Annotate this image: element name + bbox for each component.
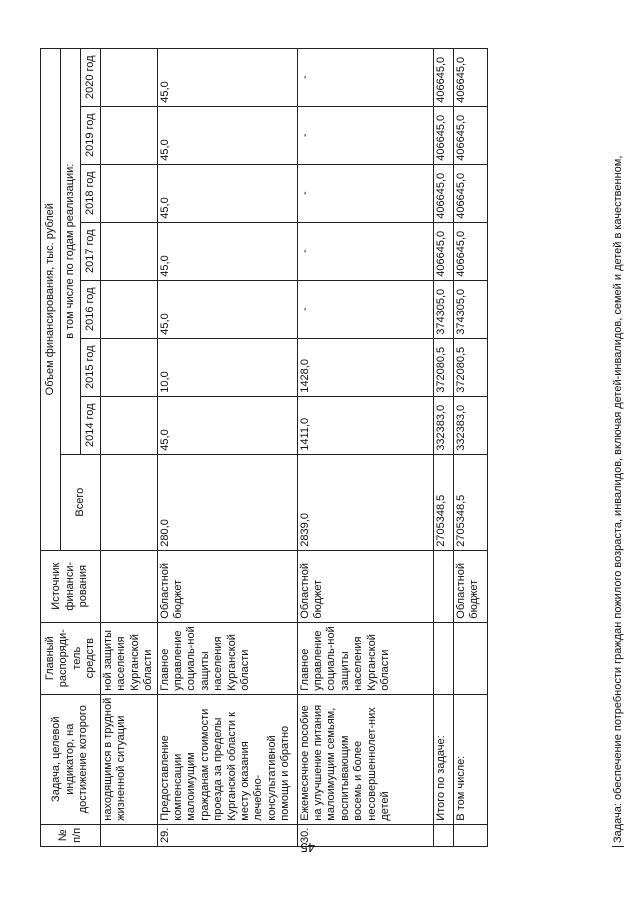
row-source: Областной бюджет <box>297 550 433 622</box>
header-task: Задача, целевой индикатор, на достижение которого <box>41 694 101 824</box>
row-num: 30. <box>297 824 433 846</box>
header-total: Всего <box>61 454 101 550</box>
row-year-value: 406645,0 <box>433 222 453 280</box>
row-total: 2705348,5 <box>433 454 453 550</box>
row-year-value: 45,0 <box>157 280 297 338</box>
header-year: 2014 год <box>81 396 101 454</box>
row-year-value <box>101 280 158 338</box>
header-volume: Объем финансирования, тыс. рублей <box>41 48 61 550</box>
row-executor <box>453 622 487 694</box>
row-total: 280,0 <box>157 454 297 550</box>
row-year-value: 1428,0 <box>297 338 433 396</box>
header-year: 2015 год <box>81 338 101 396</box>
row-year-value: 406645,0 <box>433 106 453 164</box>
row-year-value <box>101 222 158 280</box>
table-row <box>297 48 433 846</box>
row-year-value <box>101 106 158 164</box>
row-executor: Главное управление социаль-ной защиты населения Курганской области <box>157 622 297 694</box>
header-year: 2018 год <box>81 164 101 222</box>
header-by-years: в том числе по годам реализации: <box>61 48 81 454</box>
row-executor: ной защиты населения Курганской области <box>101 622 158 694</box>
row-year-value: - <box>297 280 433 338</box>
header-source: Источник финанси-рования <box>41 550 101 622</box>
row-year-value: 332383,0 <box>453 396 487 454</box>
table-row <box>101 48 158 846</box>
row-num <box>101 824 158 846</box>
row-year-value: 372080,5 <box>453 338 487 396</box>
row-year-value: 45,0 <box>157 106 297 164</box>
row-source: Областной бюджет <box>157 550 297 622</box>
row-year-value: 45,0 <box>157 396 297 454</box>
row-year-value: 406645,0 <box>453 48 487 106</box>
row-year-value: - <box>297 164 433 222</box>
row-year-value: 332383,0 <box>433 396 453 454</box>
header-year: 2019 год <box>81 106 101 164</box>
row-total <box>101 454 158 550</box>
financing-table <box>40 48 488 847</box>
row-year-value <box>101 164 158 222</box>
row-total: 2839,0 <box>297 454 433 550</box>
row-year-value <box>101 48 158 106</box>
table-row <box>453 48 487 846</box>
row-year-value: 406645,0 <box>433 164 453 222</box>
row-year-value <box>101 338 158 396</box>
row-task: находящимся в трудной жизненной ситуации <box>101 694 158 824</box>
row-source <box>433 550 453 622</box>
row-year-value: 406645,0 <box>453 164 487 222</box>
table-row <box>433 48 453 846</box>
row-year-value: 45,0 <box>157 164 297 222</box>
row-year-value: 372080,5 <box>433 338 453 396</box>
row-task: Итого по задаче: <box>433 694 453 824</box>
row-year-value <box>101 396 158 454</box>
row-year-value: - <box>297 106 433 164</box>
header-num: № п/п <box>41 824 101 846</box>
row-year-value: 1411,0 <box>297 396 433 454</box>
header-year: 2017 год <box>81 222 101 280</box>
row-source: Областной бюджет <box>453 550 487 622</box>
row-num: 29. <box>157 824 297 846</box>
header-year: 2016 год <box>81 280 101 338</box>
table-row <box>157 48 297 846</box>
header-executor: Главный распоряди-тель средств <box>41 622 101 694</box>
row-year-value: 374305,0 <box>453 280 487 338</box>
row-year-value: 406645,0 <box>453 106 487 164</box>
row-executor <box>433 622 453 694</box>
row-year-value: 45,0 <box>157 222 297 280</box>
row-year-value: - <box>297 48 433 106</box>
row-year-value: 45,0 <box>157 48 297 106</box>
header-year: 2020 год <box>81 48 101 106</box>
row-task: В том числе: <box>453 694 487 824</box>
row-source <box>101 550 158 622</box>
row-num <box>453 824 487 846</box>
row-year-value: 374305,0 <box>433 280 453 338</box>
row-year-value: 406645,0 <box>433 48 453 106</box>
row-executor: Главное управление социаль-ной защиты населения Курганской области <box>297 622 433 694</box>
row-total: 2705348,5 <box>453 454 487 550</box>
row-task: Предоставление компенсации малоимущим гражданам стоимости проезда за пределы Курганской области к месту оказания лечебно-консультативной помощи и обратно <box>157 694 297 824</box>
footer-task-text: Задача: обеспечение потребности граждан пожилого возраста, инвалидов, включая детей-инвалидов, семей и детей в качественном, <box>612 156 624 847</box>
row-task: Ежемесячное пособие на улучшение питания малоимущим семьям, воспитывающим восемь и более несовершеннолет-них детей <box>297 694 433 824</box>
page-number-text: 45 <box>300 840 315 855</box>
row-num <box>433 824 453 846</box>
row-year-value: 406645,0 <box>453 222 487 280</box>
row-year-value: 10,0 <box>157 338 297 396</box>
row-year-value: - <box>297 222 433 280</box>
